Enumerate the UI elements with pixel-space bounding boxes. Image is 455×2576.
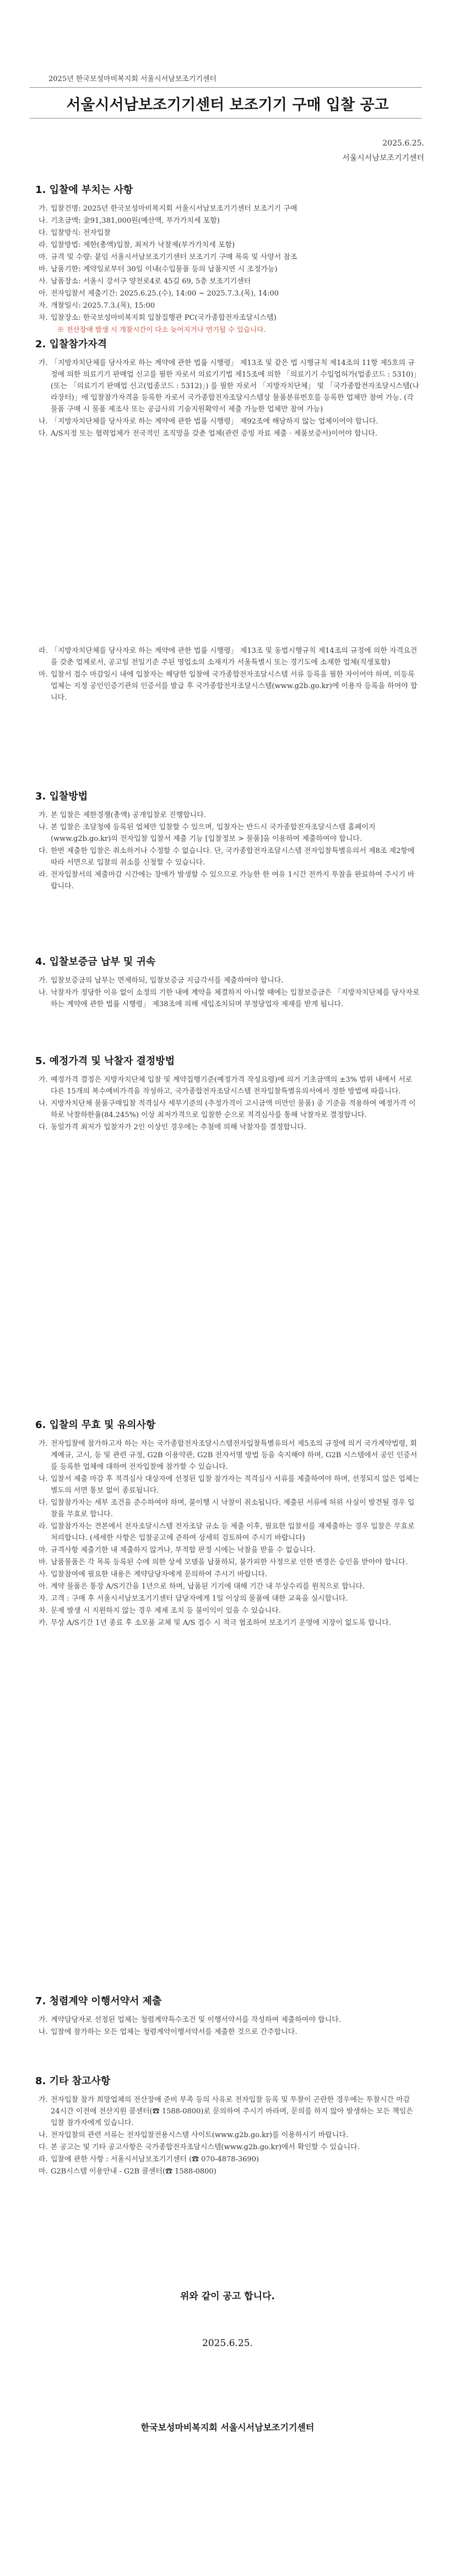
item-text: 고객 : 구매 후 서울시서남보조기기센터 담당자에게 1일 이상의 물품에 대한 교육을 실시합니다.	[51, 1595, 348, 1603]
bid-items-list	[35, 203, 421, 324]
item-text: 입찰참가자는 견본에서 전자조달시스템 전자조달 규소 등 제출 이후, 필요한 입찰서를 재제출하는 경우 입찰은 무효로 처리합니다. (세세한 사항은 입찰공고에 준하여 상세히 검토하여 주시기 바랍니다)	[51, 1522, 415, 1542]
list-item	[35, 2166, 421, 2177]
item-marker: 바.	[39, 1558, 48, 1566]
item-text: 입찰에 참가하는 모든 업체는 청렴계약이행서약서를 제출한 것으로 간주합니다.	[51, 2028, 297, 2036]
item-text: 입찰서 접수 마감일시 내에 입찰자는 해당한 입찰에 국가종합전자조달시스템 서류 등록을 필한 자이어야 하며, 미등록 업체는 지정 공인인증기관의 인증서를 발급 후 국가종합전자조달시스템(www.g2b.go.kr)에 이용자 등록을 하여야 합니다.	[51, 670, 418, 702]
list-item	[35, 215, 421, 227]
list-item	[35, 251, 421, 263]
list-item	[35, 1098, 421, 1121]
list-item	[35, 669, 421, 704]
item-marker: 아.	[39, 1582, 48, 1591]
list-item	[35, 264, 421, 275]
list-item	[35, 2142, 421, 2153]
item-text: 동일가격 최저가 입찰자가 2인 이상인 경우에는 추첨에 의해 낙찰자를 결정합니다.	[51, 1123, 307, 1131]
item-marker: 아.	[39, 289, 48, 298]
item-text: 입찰참여에 필요한 내용은 계약담당자에게 문의하여 주시기 바랍니다.	[51, 1570, 268, 1579]
item-text: 전자입찰서 제출기간: 2025.6.25.(수), 14:00 ~ 2025.7.3.(목), 14:00	[51, 289, 279, 298]
list-item	[35, 1581, 421, 1592]
item-marker: 나.	[39, 1099, 48, 1108]
item-marker: 라.	[39, 241, 48, 249]
item-text: 본 입찰은 조달청에 등록된 업체만 입찰할 수 있으며, 입찰자는 반드시 국가종합전자조달시스템 홈페이지(www.g2b.go.kr)의 전자입찰 입찰서 제출 기능 [입찰정보 > 물품]을 이용하여 제출하여야 합니다.	[51, 823, 376, 843]
list-item	[35, 300, 421, 312]
list-item	[35, 975, 421, 986]
item-text: 전자입찰에 참가하고자 하는 자는 국가종합전자조달시스템전자입찰특별유의서 제5조의 규정에 의거 국가계약법령, 회계예규, 고시, 등 및 관련 규정, G2B 이용약관, G2B 전자서명 방법 등을 숙지해야 하며, G2B 시스템에서 공인 인증서를 등록한 업체에 대하여 전자입찰에 참가할 수 있습니다.	[51, 1440, 418, 1471]
list-item	[35, 1497, 421, 1520]
list-item	[35, 312, 421, 324]
item-marker: 가.	[39, 205, 48, 213]
item-text: 「지방자치단체를 당사자로 하는 계약에 관한 법률 시행령」 제13조 및 동법시행규칙 제14조의 규정에 의한 자격요건을 갖춘 업체로서, 공고일 전일기준 주된 영업소의 소재지가 서울특별시 또는 경기도에 소재한 업체(직생포함)	[51, 647, 418, 667]
list-item	[35, 1473, 421, 1496]
item-marker: 마.	[39, 253, 48, 261]
section-bid-bond	[35, 954, 421, 1011]
list-item	[35, 239, 421, 251]
item-text: 입찰에 관한 사항 : 서울시서남보조기기센터 (☎ 070-4878-3690)	[51, 2155, 259, 2164]
item-marker: 가.	[39, 359, 48, 367]
item-marker: 나.	[39, 823, 48, 831]
title-rule-bottom	[30, 118, 422, 119]
item-marker: 다.	[39, 430, 48, 438]
item-marker: 라.	[39, 2155, 48, 2164]
list-item	[35, 1121, 421, 1133]
item-marker: 나.	[39, 217, 48, 225]
section-eligibility-continued	[35, 645, 421, 704]
list-item	[35, 645, 421, 668]
section-bid-items	[35, 182, 421, 335]
note-text: ※ 전산장애 발생 시 개찰시간이 다소 늦어지거나 연기될 수 있습니다.	[57, 325, 266, 334]
list-item	[35, 1605, 421, 1617]
section-title: 6. 입찰의 무효 및 유의사항	[35, 1419, 156, 1431]
item-marker: 나.	[39, 2028, 48, 2036]
section-title: 5. 예정가격 및 낙찰자 결정방법	[35, 1055, 175, 1067]
item-marker: 자.	[39, 302, 48, 310]
section-title: 7. 청렴계약 이행서약서 제출	[35, 1995, 162, 2007]
item-text: 입찰보증금의 납부는 면제하되, 입찰보증금 지급각서를 제출하여야 합니다.	[51, 976, 284, 985]
list-item	[35, 845, 421, 868]
section-title: 4. 입찰보증금 납부 및 귀속	[35, 956, 156, 968]
list-item	[35, 203, 421, 214]
item-marker: 나.	[39, 989, 48, 997]
item-text: G2B시스템 이용안내 - G2B 콜센터(☎ 1588-0800)	[51, 2167, 216, 2176]
eligibility-list-continued	[35, 645, 421, 704]
item-text: 전자입찰의 관련 서류는 전자입찰전용시스템 사이트(www.g2b.go.kr)를 이용하시기 바랍니다.	[51, 2131, 349, 2139]
item-marker: 마.	[39, 2167, 48, 2176]
item-marker: 다.	[39, 2143, 48, 2151]
bid-bond-list	[35, 975, 421, 1010]
list-item	[35, 1544, 421, 1556]
item-text: 「지방자치단체를 당사자로 하는 계약에 관한 법률 시행령」 제92조에 해당하지 않는 업체이어야 합니다.	[51, 417, 378, 426]
title-rule-top	[30, 87, 422, 88]
issuer-name: 서울시서남보조기기센터	[342, 154, 424, 163]
item-text: 규격사항 제출기한 내 제출하지 않거나, 부적합 판정 시에는 낙찰을 받을 수 없습니다.	[51, 1546, 316, 1554]
section-title: 1. 입찰에 부치는 사항	[35, 184, 133, 196]
item-marker: 사.	[39, 1570, 48, 1579]
list-item	[35, 276, 421, 287]
list-item	[35, 1593, 421, 1604]
section-price-and-award	[35, 1053, 421, 1134]
price-award-list	[35, 1074, 421, 1133]
section-eligibility	[35, 336, 421, 440]
section-title: 3. 입찰방법	[35, 791, 88, 802]
item-marker: 가.	[39, 2096, 48, 2104]
item-marker: 나.	[39, 417, 48, 426]
item-text: 기초금액: 金91,381,000원(예산액, 부가가치세 포함)	[51, 217, 220, 225]
item-marker: 다.	[39, 1499, 48, 1507]
item-text: 납품물품은 각 목록 등록된 수에 의한 상세 모델을 납품하되, 불가피한 사정으로 인한 변경은 승인을 받아야 합니다.	[51, 1558, 408, 1566]
list-item	[35, 1521, 421, 1544]
list-item	[35, 869, 421, 892]
item-marker: 가.	[39, 1076, 48, 1084]
list-item	[35, 357, 421, 415]
list-item	[35, 809, 421, 821]
item-text: 입찰서 제출 마감 후 적격심사 대상자에 선정된 입찰 참가자는 적격심사 서류를 제출하여야 하며, 선정되지 않은 업체는 별도의 서면 통보 없이 종료됩니다.	[51, 1475, 419, 1495]
item-marker: 가.	[39, 2016, 48, 2024]
item-text: 개찰일시: 2025.7.3.(목), 15:00	[51, 302, 155, 310]
item-marker: 카.	[39, 1619, 48, 1627]
list-item	[35, 288, 421, 299]
signature-organization: 한국보성마비복지회 서울시서남보조기기센터	[140, 2422, 315, 2433]
list-item	[35, 1074, 421, 1097]
list-item	[35, 227, 421, 239]
list-item	[35, 1438, 421, 1473]
list-item	[35, 1617, 421, 1629]
item-text: 낙찰자가 정당한 이유 없이 소정의 기한 내에 계약을 체결하지 아니할 때에는 입찰보증금은 「지방자치단체를 당사자로 하는 계약에 관한 법률 시행령」 제38조에 의해 세입조치되며 부정당업자 제재를 받게 됩니다.	[51, 989, 420, 1008]
item-text: 한번 제출한 입찰은 취소하거나 수정할 수 없습니다. 단, 국가종합전자조달시스템 전자입찰특별유의서 제8조 제2항에 따라 서면으로 입찰의 취소를 신청할 수 있습니다.	[51, 847, 415, 867]
item-marker: 나.	[39, 2131, 48, 2139]
item-text: 입찰방식: 전자입찰	[51, 229, 111, 237]
list-item	[35, 428, 421, 439]
item-marker: 자.	[39, 1595, 48, 1603]
item-text: 납품기한: 계약일로부터 30일 이내(수입물품 등의 납품지연 시 조정가능)	[51, 265, 278, 273]
item-marker: 다.	[39, 1123, 48, 1131]
list-item	[35, 1569, 421, 1580]
page-title: 서울시서남보조기기센터 보조기기 구매 입찰 공고	[66, 96, 389, 114]
list-item	[35, 416, 421, 427]
item-text: 지방자치단체 물품구매입찰 적격심사 세부기준의 (추정가격이 고시금액 미만인 물품) 중 기준을 적용하여 예정가격 이하로 낙찰하한율(84.245%) 이상 최저가격으로 입찰한 순으로 적격심사를 통해 낙찰자로 결정합니다.	[51, 1099, 416, 1119]
bid-method-list	[35, 809, 421, 892]
item-marker: 라.	[39, 1522, 48, 1531]
integrity-list	[35, 2014, 421, 2038]
item-marker: 사.	[39, 277, 48, 286]
item-text: A/S지정 또는 협력업체가 전국적인 조직망을 갖춘 업체(관련 증빙 자료 제출 · 제품보증서)이어야 합니다.	[51, 430, 377, 438]
item-text: 본 공고는 및 기타 공고사항은 국가종합전자조달시스템(www.g2b.go.kr)에서 확인할 수 있습니다.	[51, 2143, 360, 2151]
item-text: 납품장소: 서울시 강서구 양천로4로 45길 69, 5층 보조기기센터	[51, 277, 251, 286]
announcement-date: 2025.6.25.	[382, 139, 424, 148]
item-text: 입찰장소: 한국보성마비복지회 입찰집행관 PC(국가종합전자조달시스템)	[51, 314, 277, 322]
item-text: 무상 A/S기간 1년 종료 후 소모품 교체 및 A/S 접수 시 적극 협조하여 보조기기 운영에 지장이 없도록 합니다.	[51, 1619, 391, 1627]
closing-date: 2025.6.25.	[202, 2338, 253, 2349]
item-text: 문제 발생 시 지원하지 않는 경우 제재 조치 등 불이익이 있을 수 있습니다.	[51, 1607, 281, 1615]
item-marker: 차.	[39, 314, 48, 322]
item-marker: 가.	[39, 976, 48, 985]
section-bid-method	[35, 788, 421, 893]
closing-statement: 위와 같이 공고 합니다.	[180, 2291, 275, 2302]
item-marker: 가.	[39, 811, 48, 819]
section-other-notes	[35, 2073, 421, 2178]
item-marker: 바.	[39, 265, 48, 273]
item-marker: 다.	[39, 229, 48, 237]
list-item	[35, 2129, 421, 2141]
invalidity-list	[35, 1438, 421, 1629]
item-text: 「지방자치단체를 당사자로 하는 계약에 관한 법률 시행령」 제13조 및 같은 법 시행규칙 제14조의 11항 제5호의 규정에 의한 의료기기 판매업 신고를 필한 자로서 의료기기법 제15조에 의한 「의료기기 수입업허가(업종코드 : 5310)」 (또는 「의료기기 판매업 신고(업종코드 : 5312)」) 를 필한 자로서 「지방자치단체」 및 「국가종합전자조달시스템(나라장터)」에 입찰참가자격을 등록한 자로서 국가종합전자조달시스템상 물품분류번호를 등록한 업체만 참여 가능. (각 물품 구매 시 물품 제조사 또는 공급사의 기술지원확약서 제출 가능한 업체만 참여 가능)	[51, 359, 421, 414]
list-item	[35, 822, 421, 845]
item-marker: 마.	[39, 670, 48, 679]
section-invalidity-notes	[35, 1417, 421, 1629]
list-item	[35, 2014, 421, 2026]
eligibility-list	[35, 357, 421, 439]
item-text: 전자입찰 참가 희망업체의 전산장애 준비 부족 등의 사유로 전자입찰 등록 및 투찰이 곤란한 경우에는 투찰시간 마감 24시간 이전에 전산지원 콜센터(☎ 1588-0800)로 문의하여 주시기 바라며, 문의를 하지 않아 발생하는 모든 책임은 입찰 참가자에게 있습니다.	[51, 2096, 413, 2127]
section-integrity-pledge	[35, 1993, 421, 2038]
item-marker: 라.	[39, 647, 48, 655]
item-marker: 차.	[39, 1607, 48, 1615]
section-title: 8. 기타 참고사항	[35, 2075, 111, 2087]
item-marker: 마.	[39, 1546, 48, 1554]
item-marker: 나.	[39, 1475, 48, 1483]
list-item	[35, 2094, 421, 2129]
other-notes-list	[35, 2094, 421, 2177]
item-marker: 다.	[39, 847, 48, 855]
item-text: 계약담당자로 선정된 업체는 청렴계약특수조건 및 이행서약서를 작성하여 제출하여야 합니다.	[51, 2016, 341, 2024]
item-text: 본 입찰은 제한경쟁(총액) 공개입찰로 진행합니다.	[51, 811, 206, 819]
item-text: 계약 물품은 통장 A/S기간을 1년으로 하며, 납품된 기기에 대해 기간 내 무상수리를 원칙으로 합니다.	[51, 1582, 365, 1591]
item-text: 규격 및 수량: 붙임 서울시서남보조기기센터 보조기기 구매 목록 및 사양서 참조	[51, 253, 297, 261]
organization-line: 2025년 한국보성마비복지회 서울시서남보조기기센터	[48, 75, 217, 83]
list-item	[35, 1557, 421, 1568]
list-item	[35, 2026, 421, 2038]
item-marker: 라.	[39, 871, 48, 879]
item-marker: 가.	[39, 1440, 48, 1448]
item-text: 입찰방법: 제한(총액)입찰, 최저가 낙찰제(부가가치세 포함)	[51, 241, 235, 249]
item-text: 예정가격 결정은 지방자치단체 입찰 및 계약집행기준(예정가격 작성요령)에 의거 기초금액의 ±3% 범위 내에서 서로 다른 15개의 복수예비가격을 작성하고, 국가종합전자조달시스템 전자입찰특별유의서에서 정한 방법에 따릅니다.	[51, 1076, 413, 1096]
list-item	[35, 2154, 421, 2165]
item-text: 입찰참가자는 세부 조건을 준수하여야 하며, 불이행 시 낙찰이 취소됩니다. 제출된 서류에 허위 사실이 발견될 경우 입찰을 무효로 합니다.	[51, 1499, 415, 1518]
item-text: 입찰건명: 2025년 한국보성마비복지회 서울시서남보조기기센터 보조기기 구매	[51, 205, 297, 213]
section-title: 2. 입찰참가자격	[35, 339, 107, 350]
list-item	[35, 987, 421, 1010]
item-text: 전자입찰서의 제출마감 시간에는 장애가 발생할 수 있으므로 가능한 한 여유 1시간 전까지 투찰을 완료하여 주시기 바랍니다.	[51, 871, 415, 890]
